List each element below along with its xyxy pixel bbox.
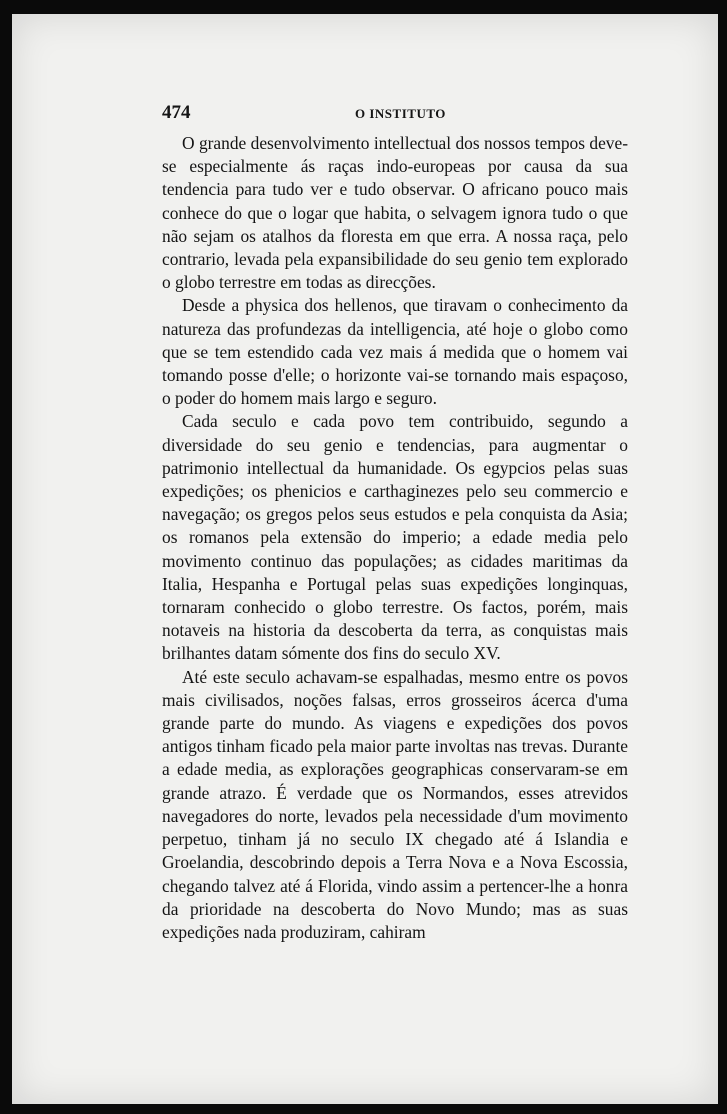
page-number: 474 xyxy=(162,102,191,123)
paragraph-2: Desde a physica dos hellenos, que tiravam o conhecimento da natureza das profundezas da intelligencia, até hoje o globo como que se tem estendido cada vez mais á medida que o homem vai tomando posse d'elle; o horizonte vai-se tornando mais espaçoso, o poder do homem mais largo e seguro. xyxy=(162,295,628,409)
paragraph-1: O grande desenvolvimento intellectual dos nossos tempos deve-se especialmente ás raças indo-europeas por causa da sua tendencia para tudo ver e tudo observar. O africano pouco mais conhece do que o logar que habita, o selvagem ignora tudo o que não sejam os atalhos da floresta em que erra. A nossa raça, pelo contrario, levada pela expansibilidade do seu genio tem explorado o globo terrestre em todas as direcções. xyxy=(162,133,628,293)
body-text xyxy=(162,132,628,944)
paragraph-4: Até este seculo achavam-se espalhadas, mesmo entre os povos mais civilisados, noções falsas, erros grosseiros ácerca d'uma grande parte do mundo. As viagens e expedições dos povos antigos tinham ficado pela maior parte involtas nas trevas. Durante a edade media, as explorações geographicas conservaram-se em grande atrazo. É verdade que os Normandos, esses atrevidos navegadores do norte, levados pela necessidade d'um movimento perpetuo, tinham já no seculo IX chegado até á Islandia e Groelandia, descobrindo depois a Terra Nova e a Nova Escossia, chegando talvez até á Florida, vindo assim a pertencer-lhe a honra da prioridade na descoberta do Novo Mundo; mas as suas expedições nada produziram, cahiram xyxy=(162,666,628,942)
page-header xyxy=(162,102,628,124)
paragraph-3: Cada seculo e cada povo tem contribuido, segundo a diversidade do seu genio e tendencias, para augmentar o patrimonio intellectual da humanidade. Os egypcios pelas suas expedições; os phenicios e carthaginezes pelo seu commercio e navegação; os gregos pelos seus estudos e pela conquista da Asia; os romanos pela extensão do imperio; a edade media pelo movimento continuo das populações; as cidades maritimas da Italia, Hespanha e Portugal pelas suas expedições longinquas, tornaram conhecido o globo terrestre. Os factos, porém, mais notaveis na historia da descoberta da terra, as conquistas mais brilhantes datam sómente dos fins do seculo XV. xyxy=(162,411,628,664)
running-title: O INSTITUTO xyxy=(355,106,446,121)
